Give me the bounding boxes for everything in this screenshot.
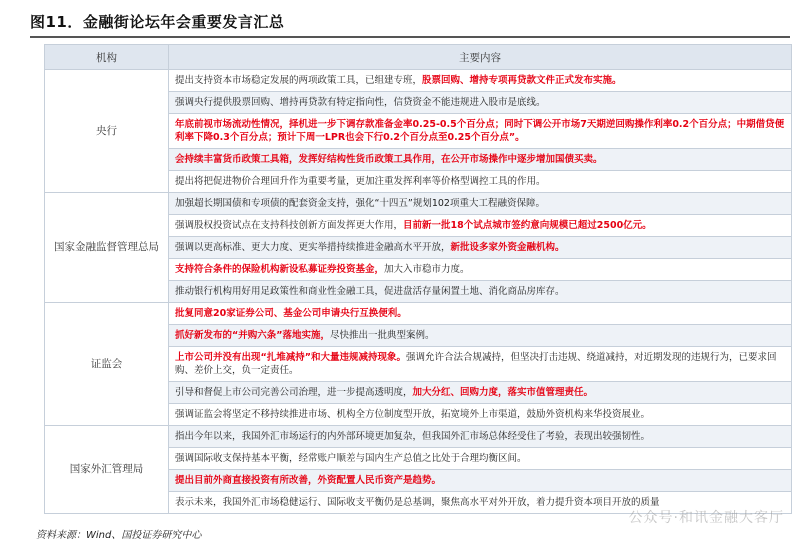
body-text: 表示未来，我国外汇市场稳健运行、国际收支平衡仍是总基调，聚焦高水平对外开放，着力提升资本项目开放的质量: [175, 497, 660, 508]
content-cell: [169, 92, 792, 114]
highlight-text: 年底前视市场流动性情况，择机进一步下调存款准备金率0.25-0.5个百分点；同时下调公开市场7天期逆回购操作利率0.2个百分点；中期借贷便利率下降0.3个百分点；预计下周一LPR也会下行0.2个百分点至0.25个百分点”。: [175, 119, 785, 143]
content-cell: [169, 426, 792, 448]
org-cell: 证监会: [45, 303, 169, 426]
content-cell: [169, 303, 792, 325]
body-text: 强调以更高标准、更大力度、更实举措持续推进金融高水平开放，: [175, 242, 451, 253]
content-cell: [169, 259, 792, 281]
content-cell: [169, 281, 792, 303]
org-cell: 国家金融监督管理总局: [45, 193, 169, 303]
highlight-text: 新批设多家外资金融机构。: [450, 242, 565, 253]
content-cell: [169, 382, 792, 404]
content-cell: [169, 448, 792, 470]
source-note: 资料来源：Wind、国投证券研究中心: [36, 530, 202, 541]
highlight-text: 股票回购、增持专项再贷款文件正式发布实施。: [422, 75, 622, 86]
content-cell: [169, 347, 792, 382]
content-cell: [169, 404, 792, 426]
table-row: [45, 193, 792, 215]
highlight-text: 加大分红、回购力度，落实市值管理责任。: [412, 387, 594, 398]
table-row: [45, 426, 792, 448]
body-text: 强调允许合法合规减持，但坚决打击违规、绕道减持，对近期发现的违规行为，已要求回购、差价上交，负一定责任。: [175, 352, 777, 376]
org-cell: 央行: [45, 70, 169, 193]
body-text: 引导和督促上市公司完善公司治理，进一步提高透明度，: [175, 387, 413, 398]
highlight-text: 批复同意20家证券公司、基金公司申请央行互换便利。: [175, 308, 407, 319]
body-text: 强调国际收支保持基本平衡，经常账户顺差与国内生产总值之比处于合理均衡区间。: [175, 453, 527, 464]
figure-title: 图11．金融街论坛年会重要发言汇总: [30, 8, 790, 38]
content-cell: [169, 149, 792, 171]
header-org: 机构: [45, 45, 169, 70]
table-body: [45, 70, 792, 514]
table-row: [45, 70, 792, 92]
content-cell: [169, 237, 792, 259]
body-text: 强调央行提供股票回购、增持再贷款有特定指向性，信贷资金不能违规进入股市是底线。: [175, 97, 546, 108]
table-header-row: [45, 45, 792, 70]
highlight-text: 抓好新发布的“并购六条”落地实施，: [175, 330, 330, 341]
body-text: 加大入市稳市力度。: [384, 264, 470, 275]
highlight-text: 会持续丰富货币政策工具箱，发挥好结构性货币政策工具作用，在公开市场操作中逐步增加国债买卖。: [175, 154, 603, 165]
body-text: 推动银行机构用好用足政策性和商业性金融工具，促进盘活存量闲置土地、消化商品房库存。: [175, 286, 565, 297]
body-text: 指出今年以来，我国外汇市场运行的内外部环境更加复杂，但我国外汇市场总体经受住了考验，表现出较强韧性。: [175, 431, 651, 442]
content-cell: [169, 114, 792, 149]
content-cell: [169, 171, 792, 193]
body-text: 提出将把促进物价合理回升作为重要考量，更加注重发挥利率等价格型调控工具的作用。: [175, 176, 546, 187]
org-cell: 国家外汇管理局: [45, 426, 169, 514]
body-text: 加强超长期国债和专项债的配套资金支持，强化“十四五”规划102项重大工程融资保障。: [175, 198, 545, 209]
table-row: [45, 303, 792, 325]
summary-table: [44, 44, 792, 514]
content-cell: [169, 70, 792, 92]
body-text: 尽快推出一批典型案例。: [330, 330, 435, 341]
body-text: 提出支持资本市场稳定发展的两项政策工具，已组建专班，: [175, 75, 423, 86]
body-text: 强调股权投资试点在支持科技创新方面发挥更大作用，: [175, 220, 404, 231]
header-content: 主要内容: [169, 45, 792, 70]
body-text: 强调证监会将坚定不移持续推进市场、机构全方位制度型开放，拓宽境外上市渠道，鼓励外资机构来华投资展业。: [175, 409, 651, 420]
watermark-text: 公众号·和讯金融大客厅: [628, 510, 784, 526]
highlight-text: 目前新一批18个试点城市签约意向规模已超过2500亿元。: [403, 220, 652, 231]
highlight-text: 提出目前外商直接投资有所改善，外资配置人民币资产是趋势。: [175, 475, 442, 486]
highlight-text: 支持符合条件的保险机构新设私募证券投资基金，: [175, 264, 385, 275]
content-cell: [169, 193, 792, 215]
content-cell: [169, 470, 792, 492]
highlight-text: 上市公司并没有出现“扎堆减持”和大量违规减持现象。: [175, 352, 406, 363]
content-cell: [169, 215, 792, 237]
content-cell: [169, 325, 792, 347]
